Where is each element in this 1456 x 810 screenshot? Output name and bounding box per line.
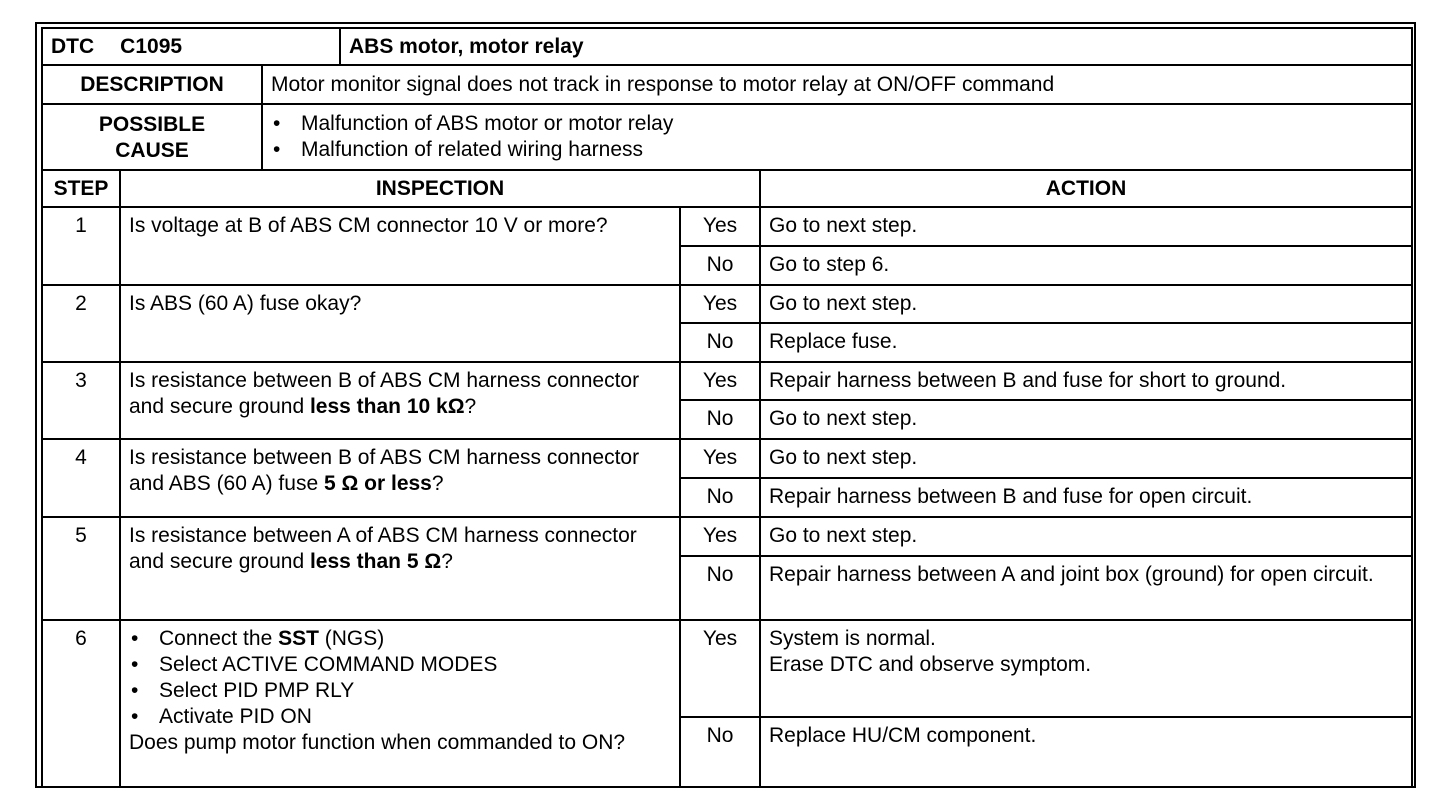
list-item: • Malfunction of related wiring harness xyxy=(273,138,644,161)
description-text: Motor monitor signal does not track in response to motor relay at ON/OFF command xyxy=(262,65,1412,104)
possible-cause-label-line2: CAUSE xyxy=(115,138,189,162)
bullet-icon: • xyxy=(273,138,281,161)
bullet-icon: • xyxy=(273,112,281,135)
yes-action: Go to next step. xyxy=(760,285,1412,323)
no-label: No xyxy=(680,717,760,787)
list-item: • Select ACTIVE COMMAND MODES xyxy=(131,653,498,676)
procedure-sheet xyxy=(35,22,1416,788)
dtc-label: DTC xyxy=(51,35,95,58)
yes-label: Yes xyxy=(680,285,760,323)
no-label: No xyxy=(680,323,760,362)
step-inspection xyxy=(120,620,680,787)
step-inspection: Is ABS (60 A) fuse okay? xyxy=(120,285,680,362)
column-header-row xyxy=(42,170,1412,207)
list-item: • Malfunction of ABS motor or motor relay xyxy=(273,112,674,135)
no-action: Go to step 6. xyxy=(760,246,1412,285)
yes-action: Go to next step. xyxy=(760,207,1412,246)
no-action: Go to next step. xyxy=(760,400,1412,439)
list-item: • Connect the SST (NGS) xyxy=(131,627,385,650)
step-number: 3 xyxy=(42,362,120,439)
table-row xyxy=(42,285,1412,323)
list-item: • Select PID PMP RLY xyxy=(131,679,355,702)
bullet-icon: • xyxy=(131,705,139,728)
possible-cause-label-line1: POSSIBLE xyxy=(98,112,206,136)
step-number: 1 xyxy=(42,207,120,285)
dtc-header-row xyxy=(42,28,1412,65)
yes-action: System is normal. Erase DTC and observe symptom. xyxy=(760,620,1412,717)
bullet-icon: • xyxy=(131,627,139,650)
no-label: No xyxy=(680,556,760,620)
step-number: 4 xyxy=(42,439,120,517)
step-number: 6 xyxy=(42,620,120,787)
possible-cause-label xyxy=(42,104,262,170)
no-action: Repair harness between A and joint box (ground) for open circuit. xyxy=(760,556,1412,620)
yes-action: Go to next step. xyxy=(760,517,1412,556)
yes-label: Yes xyxy=(680,517,760,556)
column-header-step: STEP xyxy=(42,170,120,207)
column-header-inspection: INSPECTION xyxy=(120,170,760,207)
step-inspection: Is resistance between B of ABS CM harness connector and ABS (60 A) fuse 5 Ω or less? xyxy=(120,439,680,517)
bullet-icon: • xyxy=(131,653,139,676)
yes-action: Repair harness between B and fuse for short to ground. xyxy=(760,362,1412,400)
possible-cause-row xyxy=(42,104,1412,170)
no-action: Replace fuse. xyxy=(760,323,1412,362)
step-inspection: Is resistance between B of ABS CM harness connector and secure ground less than 10 kΩ? xyxy=(120,362,680,439)
no-label: No xyxy=(680,400,760,439)
table-row xyxy=(42,439,1412,478)
yes-label: Yes xyxy=(680,439,760,478)
description-label: DESCRIPTION xyxy=(42,65,262,104)
dtc-code-cell xyxy=(42,28,340,65)
yes-label: Yes xyxy=(680,620,760,717)
table-row xyxy=(42,207,1412,246)
possible-cause-list xyxy=(262,104,1412,170)
column-header-action: ACTION xyxy=(760,170,1412,207)
no-label: No xyxy=(680,246,760,285)
step-number: 5 xyxy=(42,517,120,620)
list-item: • Activate PID ON xyxy=(131,705,312,728)
no-action: Repair harness between B and fuse for open circuit. xyxy=(760,478,1412,517)
dtc-code: C1095 xyxy=(120,35,183,58)
table-row xyxy=(42,517,1412,556)
table-row xyxy=(42,362,1412,400)
table-row xyxy=(42,620,1412,717)
no-action: Replace HU/CM component. xyxy=(760,717,1412,787)
yes-label: Yes xyxy=(680,207,760,246)
no-label: No xyxy=(680,478,760,517)
yes-label: Yes xyxy=(680,362,760,400)
dtc-title: ABS motor, motor relay xyxy=(340,28,1412,65)
step-number: 2 xyxy=(42,285,120,362)
description-row xyxy=(42,65,1412,104)
step-question: Does pump motor function when commanded to ON? xyxy=(129,731,626,754)
step-inspection: Is voltage at B of ABS CM connector 10 V or more? xyxy=(120,207,680,285)
dtc-procedure-table xyxy=(41,27,1413,788)
yes-action: Go to next step. xyxy=(760,439,1412,478)
bullet-icon: • xyxy=(131,679,139,702)
step-inspection: Is resistance between A of ABS CM harness connector and secure ground less than 5 Ω? xyxy=(120,517,680,620)
